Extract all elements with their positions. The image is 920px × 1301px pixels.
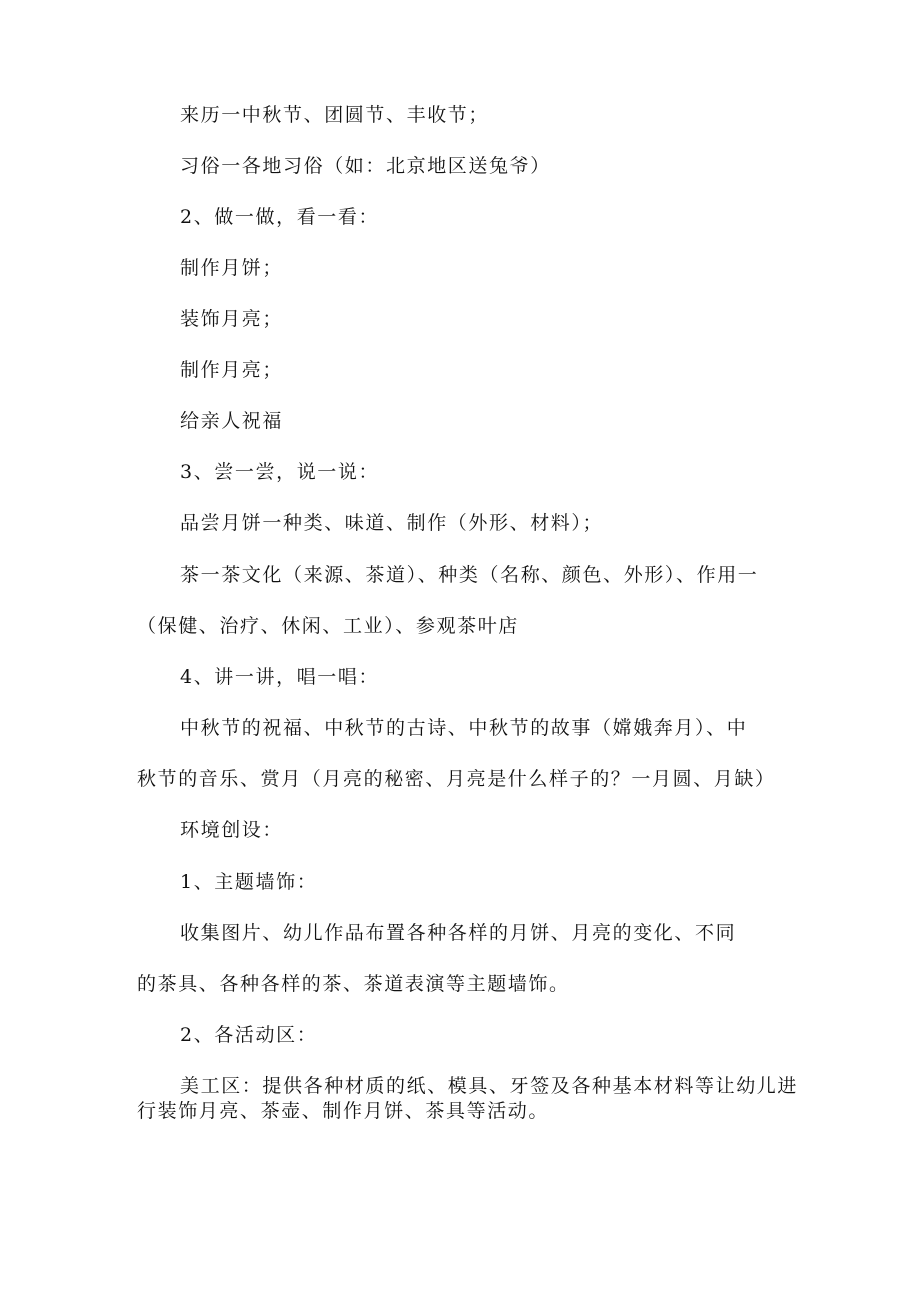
text-line-blessing: 给亲人祝福 xyxy=(180,410,284,432)
section-heading-3: 3、尝一尝，说一说： xyxy=(180,461,380,483)
text-line-origin: 来历一中秋节、团圆节、丰收节； xyxy=(180,104,490,126)
section-heading-areas: 2、各活动区： xyxy=(180,1024,318,1046)
text-line-tea-cont: （保健、治疗、休闲、工业）、参观茶叶店 xyxy=(137,615,519,637)
text-line-custom: 习俗一各地习俗（如：北京地区送兔爷） xyxy=(180,155,551,177)
text-line-festival-cont: 秋节的音乐、赏月（月亮的秘密、月亮是什么样子的？一月圆、月缺） xyxy=(137,768,776,790)
text-line-make-mooncake: 制作月饼； xyxy=(180,257,284,279)
text-line-festival: 中秋节的祝福、中秋节的古诗、中秋节的故事（嫦娥奔月）、中 xyxy=(180,717,748,739)
section-heading-4: 4、讲一讲，唱一唱： xyxy=(180,666,380,688)
section-heading-2: 2、做一做，看一看： xyxy=(180,206,380,228)
text-line-decorate-moon: 装饰月亮； xyxy=(180,308,284,330)
text-line-art-area-cont: 行装饰月亮、茶壶、制作月饼、茶具等活动。 xyxy=(137,1100,550,1122)
text-line-taste-mooncake: 品尝月饼一种类、味道、制作（外形、材料）； xyxy=(180,512,604,534)
section-heading-environment: 环境创设： xyxy=(180,819,284,841)
text-line-make-moon: 制作月亮； xyxy=(180,359,284,381)
text-line-wall: 收集图片、幼儿作品布置各种各样的月饼、月亮的变化、不同 xyxy=(180,922,737,944)
section-heading-wall: 1、主题墙饰： xyxy=(180,871,318,893)
text-line-tea: 茶一茶文化（来源、茶道）、种类（名称、颜色、外形）、作用一 xyxy=(180,564,759,586)
text-line-wall-cont: 的茶具、各种各样的茶、茶道表演等主题墙饰。 xyxy=(137,973,570,995)
text-line-art-area: 美工区：提供各种材质的纸、模具、牙签及各种基本材料等让幼儿进 xyxy=(180,1075,799,1097)
